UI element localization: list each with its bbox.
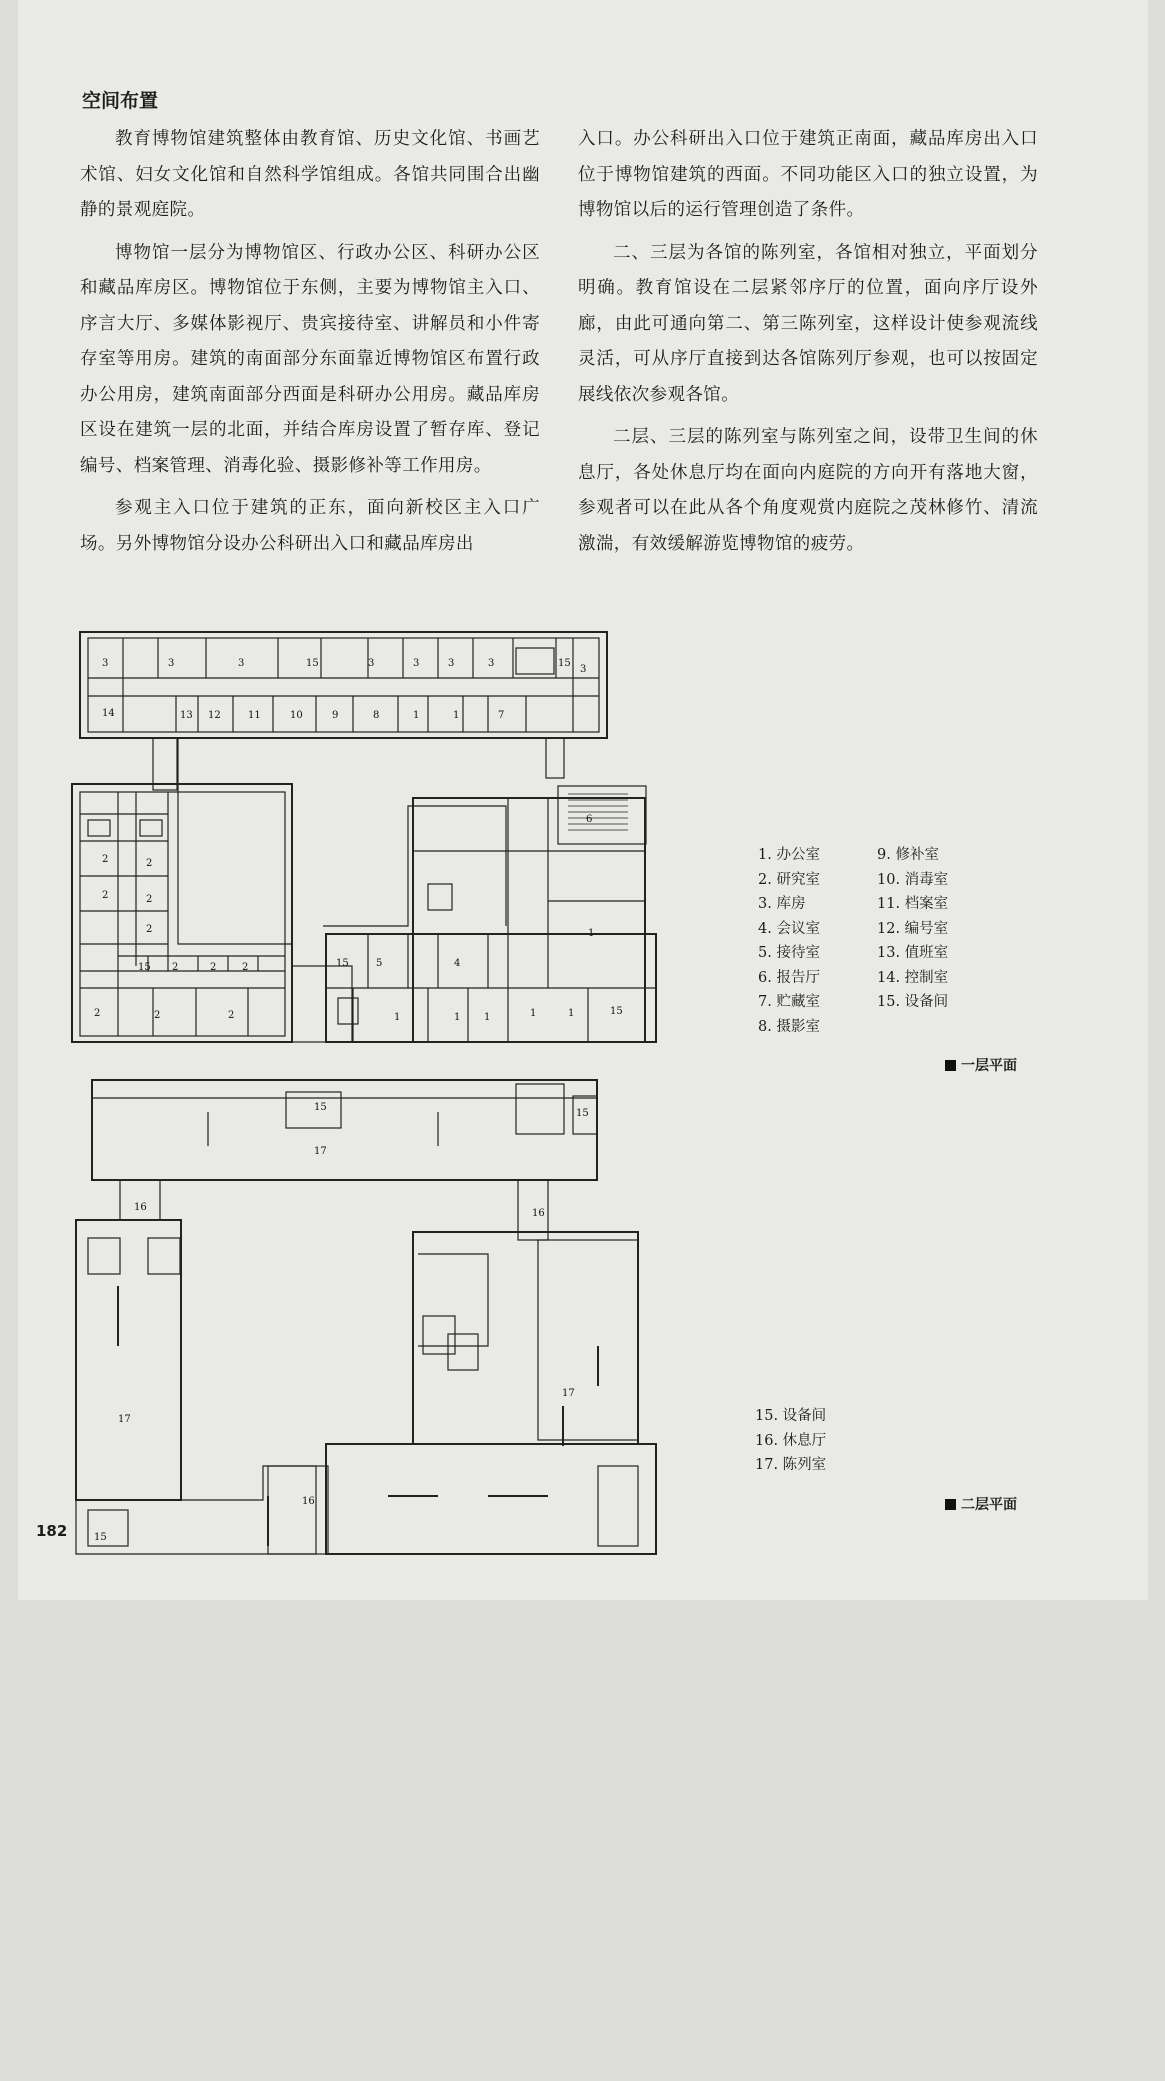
text-column-right	[578, 122, 1038, 569]
legend-item: 17. 陈列室	[755, 1457, 827, 1473]
section-heading: 空间布置	[82, 90, 159, 112]
first-floor-plan	[72, 632, 656, 1042]
room-label: 2	[154, 1010, 161, 1021]
room-label: 3	[238, 658, 245, 669]
room-label: 10	[290, 710, 303, 721]
caption-text: 一层平面	[961, 1058, 1017, 1074]
legend-item: 14. 控制室	[877, 969, 949, 986]
room-label: 5	[376, 958, 383, 969]
room-label: 2	[210, 962, 217, 973]
room-label: 17	[314, 1146, 327, 1157]
legend-item: 15. 设备间	[755, 1408, 827, 1424]
legend-item: 13. 值班室	[877, 945, 949, 961]
page-number: 182	[36, 1522, 68, 1540]
legend-item: 4. 会议室	[758, 920, 820, 937]
room-label: 17	[118, 1414, 131, 1425]
legend-item: 9. 修补室	[877, 847, 939, 863]
paragraph: 参观主入口位于建筑的正东，面向新校区主入口广场。另外博物馆分设办公科研出入口和藏品库房出	[80, 498, 540, 554]
room-label: 11	[248, 710, 261, 721]
paragraph: 教育博物馆建筑整体由教育馆、历史文化馆、书画艺术馆、妇女文化馆和自然科学馆组成。各馆共同围合出幽静的景观庭院。	[80, 129, 540, 220]
room-label: 3	[488, 658, 495, 669]
second-floor-legend	[755, 1404, 826, 1478]
first-floor-room-labels	[94, 658, 623, 1023]
paragraph: 二、三层为各馆的陈列室，各馆相对独立，平面划分明确。教育馆设在二层紧邻序厅的位置，面向序厅设外廊，由此可通向第二、第三陈列室，这样设计使参观流线灵活，可从序厅直接到达各馆陈列厅参观，也可以按固定展线依次参观各馆。	[578, 242, 1038, 405]
room-label: 14	[102, 708, 115, 719]
paragraph: 入口。办公科研出入口位于建筑正南面，藏品库房出入口位于博物馆建筑的西面。不同功能区入口的独立设置，为博物馆以后的运行管理创造了条件。	[578, 129, 1038, 220]
legend-item: 16. 休息厅	[755, 1432, 827, 1449]
room-label: 1	[568, 1008, 575, 1019]
legend-item: 5. 接待室	[758, 945, 820, 961]
room-label: 15	[94, 1532, 107, 1543]
caption-text: 二层平面	[961, 1497, 1017, 1513]
room-label: 1	[588, 928, 595, 939]
room-label: 15	[576, 1108, 589, 1119]
room-label: 15	[610, 1006, 623, 1017]
room-label: 2	[146, 858, 153, 869]
room-label: 16	[302, 1496, 315, 1507]
paragraph: 二层、三层的陈列室与陈列室之间，设带卫生间的休息厅，各处休息厅均在面向内庭院的方向开有落地大窗，参观者可以在此从各个角度观赏内庭院之茂林修竹、清流激湍，有效缓解游览博物馆的疲劳。	[578, 427, 1038, 554]
room-label: 3	[413, 658, 420, 669]
paragraph: 博物馆一层分为博物馆区、行政办公区、科研办公区和藏品库房区。博物馆位于东侧，主要为博物馆主入口、序言大厅、多媒体影视厅、贵宾接待室、讲解员和小件寄存室等用房。建筑的南面部分东面靠近博物馆区布置行政办公用房，建筑南面部分西面是科研办公用房。藏品库房区设在建筑一层的北面，并结合库房设置了暂存库、登记编号、档案管理、消毒化验、摄影修补等工作用房。	[80, 242, 540, 476]
room-label: 3	[448, 658, 455, 669]
room-label: 2	[146, 894, 153, 905]
room-label: 7	[498, 710, 505, 721]
room-label: 1	[413, 710, 420, 721]
room-label: 3	[102, 658, 109, 669]
second-floor-plan	[76, 1080, 656, 1554]
room-label: 9	[332, 710, 339, 721]
room-label: 3	[580, 664, 587, 675]
room-label: 15	[314, 1102, 327, 1113]
room-label: 15	[138, 962, 151, 973]
legend-item: 7. 贮藏室	[758, 994, 820, 1010]
room-label: 2	[172, 962, 179, 973]
first-floor-legend-left	[758, 843, 820, 1039]
room-label: 17	[562, 1388, 575, 1399]
room-label: 1	[453, 710, 460, 721]
floor-plans	[68, 626, 653, 2081]
room-label: 2	[228, 1010, 235, 1021]
text-column-left	[80, 122, 540, 569]
room-label: 3	[368, 658, 375, 669]
room-label: 4	[454, 958, 461, 969]
legend-item: 15. 设备间	[877, 994, 949, 1010]
room-label: 2	[146, 924, 153, 935]
legend-item: 11. 档案室	[877, 896, 949, 912]
first-floor-legend-right	[877, 843, 948, 1015]
legend-item: 1. 办公室	[758, 847, 820, 863]
room-label: 6	[586, 814, 593, 825]
room-label: 1	[530, 1008, 537, 1019]
room-label: 16	[134, 1202, 147, 1213]
room-label: 2	[102, 890, 109, 901]
room-label: 3	[168, 658, 175, 669]
legend-item: 10. 消毒室	[877, 871, 949, 888]
legend-item: 12. 编号室	[877, 920, 949, 937]
room-label: 1	[394, 1012, 401, 1023]
room-label: 2	[94, 1008, 101, 1019]
caption-square-icon	[945, 1060, 956, 1071]
room-label: 15	[558, 658, 571, 669]
caption-square-icon	[945, 1499, 956, 1510]
legend-item: 2. 研究室	[758, 871, 820, 888]
room-label: 12	[208, 710, 221, 721]
legend-item: 3. 库房	[758, 896, 806, 912]
legend-item: 6. 报告厅	[758, 969, 820, 986]
second-floor-room-labels	[94, 1102, 589, 1543]
first-floor-caption	[945, 1055, 1017, 1075]
room-label: 13	[180, 710, 193, 721]
legend-item: 8. 摄影室	[758, 1018, 820, 1035]
room-label: 1	[484, 1012, 491, 1023]
room-label: 1	[454, 1012, 461, 1023]
room-label: 16	[532, 1208, 545, 1219]
room-label: 15	[306, 658, 319, 669]
room-label: 2	[242, 962, 249, 973]
room-label: 2	[102, 854, 109, 865]
room-label: 8	[373, 710, 380, 721]
room-label: 15	[336, 958, 349, 969]
second-floor-caption	[945, 1494, 1017, 1514]
